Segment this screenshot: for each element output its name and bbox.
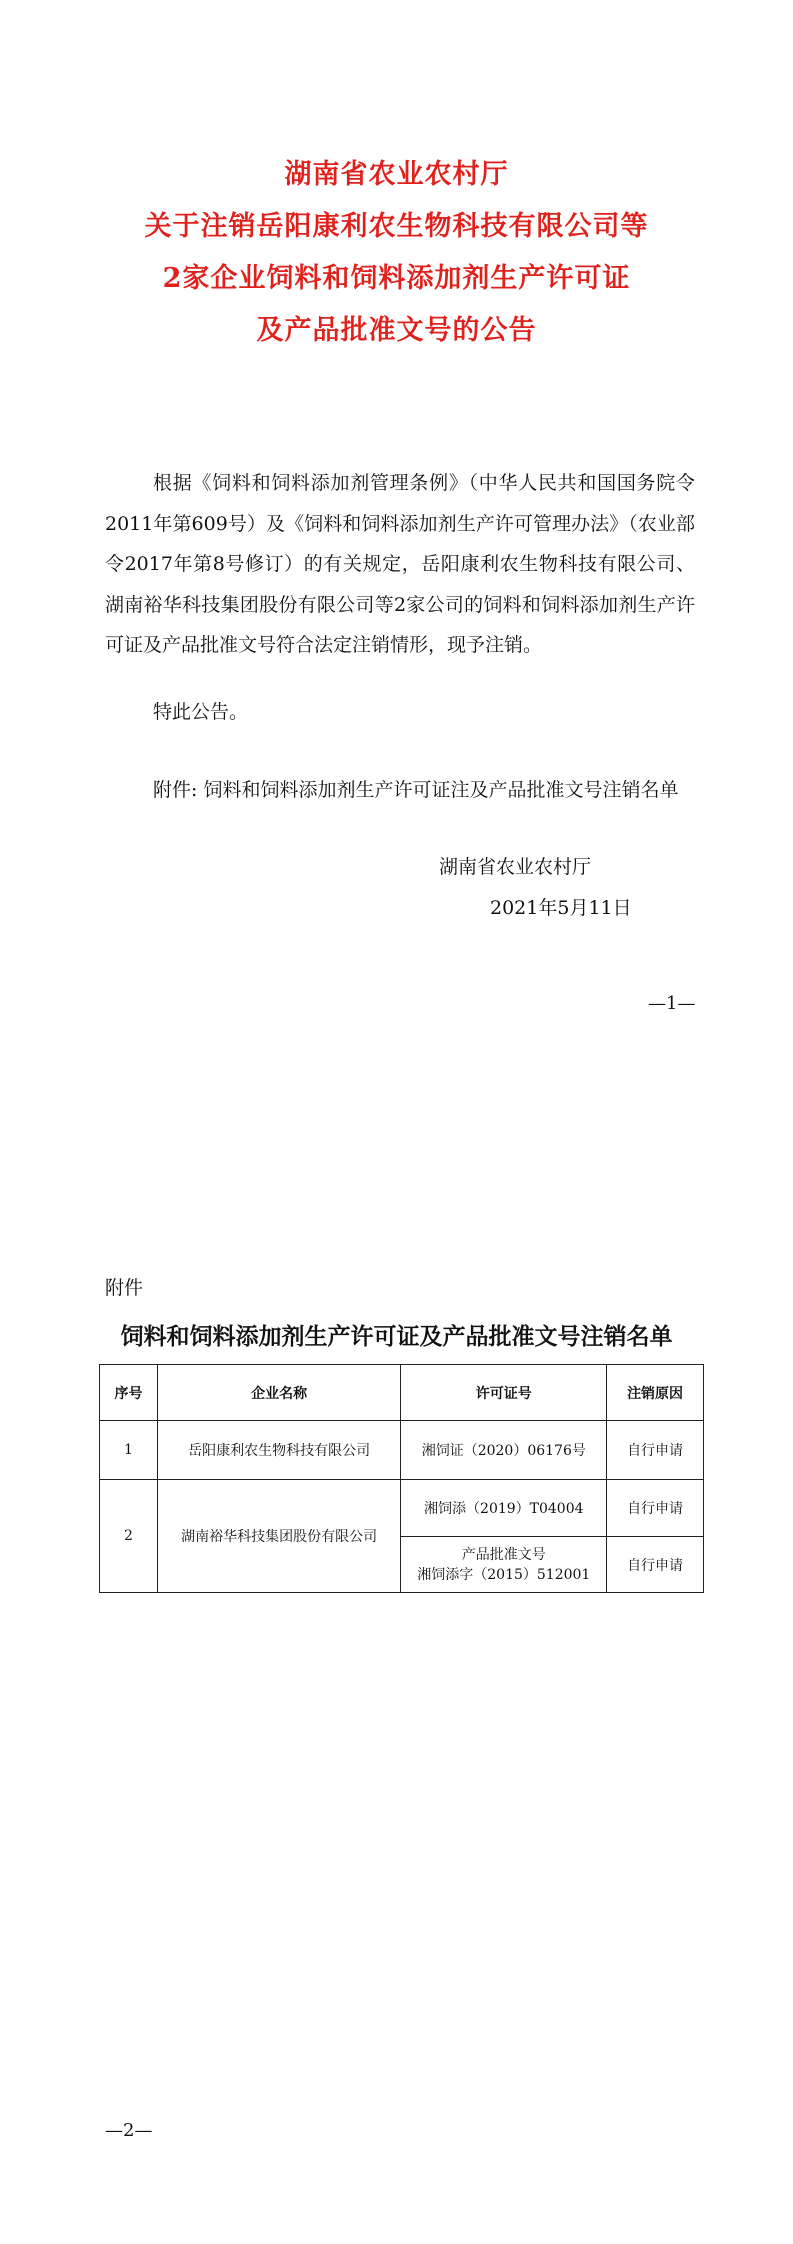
revocation-reason: 自行申请 [607, 1421, 704, 1480]
column-header: 注销原因 [607, 1365, 704, 1421]
issue-date: 2021年5月11日 [490, 897, 632, 919]
company-name: 岳阳康利农生物科技有限公司 [157, 1421, 401, 1480]
license-cell [401, 1537, 607, 1593]
table-row [100, 1480, 704, 1537]
revocation-reason: 自行申请 [607, 1480, 704, 1537]
license-number: 湘饲添（2019）T04004 [401, 1480, 607, 1537]
issuer-name: 湖南省农业农村厅 [439, 856, 592, 878]
revocation-table [99, 1364, 704, 1593]
license-number: 湘饲证（2020）06176号 [401, 1421, 607, 1480]
column-header: 企业名称 [157, 1365, 401, 1421]
attachment-label: 附件 [105, 1277, 144, 1299]
revocation-reason: 自行申请 [607, 1537, 704, 1593]
closing-text: 特此公告。 [153, 701, 249, 723]
table-row [100, 1421, 704, 1480]
company-name: 湖南裕华科技集团股份有限公司 [157, 1480, 401, 1593]
title-line: 2家企业饲料和饲料添加剂生产许可证 [162, 263, 631, 294]
table-header-row [100, 1365, 704, 1421]
column-header: 序号 [100, 1365, 158, 1421]
title-line: 及产品批准文号的公告 [256, 315, 537, 346]
column-header: 许可证号 [401, 1365, 607, 1421]
body-paragraph: 根据《饲料和饲料添加剂管理条例》（中华人民共和国国务院令2011年第609号）及《饲料和饲料添加剂生产许可管理办法》（农业部令2017年第8号修订）的有关规定，岳阳康利农生物科技有限公司、湖南裕华科技集团股份有限公司等2家公司的饲料和饲料添加剂生产许可证及产品批准文号符合法定注销情形，现予注销。 [105, 472, 695, 656]
license-label: 产品批准文号 [461, 1546, 546, 1563]
attachment-note: 附件: 饲料和饲料添加剂生产许可证注及产品批准文号注销名单 [153, 779, 679, 801]
attachment-title: 饲料和饲料添加剂生产许可证及产品批准文号注销名单 [120, 1323, 673, 1350]
row-number: 2 [100, 1480, 158, 1593]
row-number: 1 [100, 1421, 158, 1480]
page-number: —1— [648, 993, 696, 1014]
license-number: 湘饲添字（2015）512001 [417, 1566, 591, 1583]
title-line: 湖南省农业农村厅 [284, 159, 509, 190]
title-line: 关于注销岳阳康利农生物科技有限公司等 [144, 211, 649, 242]
page-number: —2— [105, 2120, 153, 2141]
